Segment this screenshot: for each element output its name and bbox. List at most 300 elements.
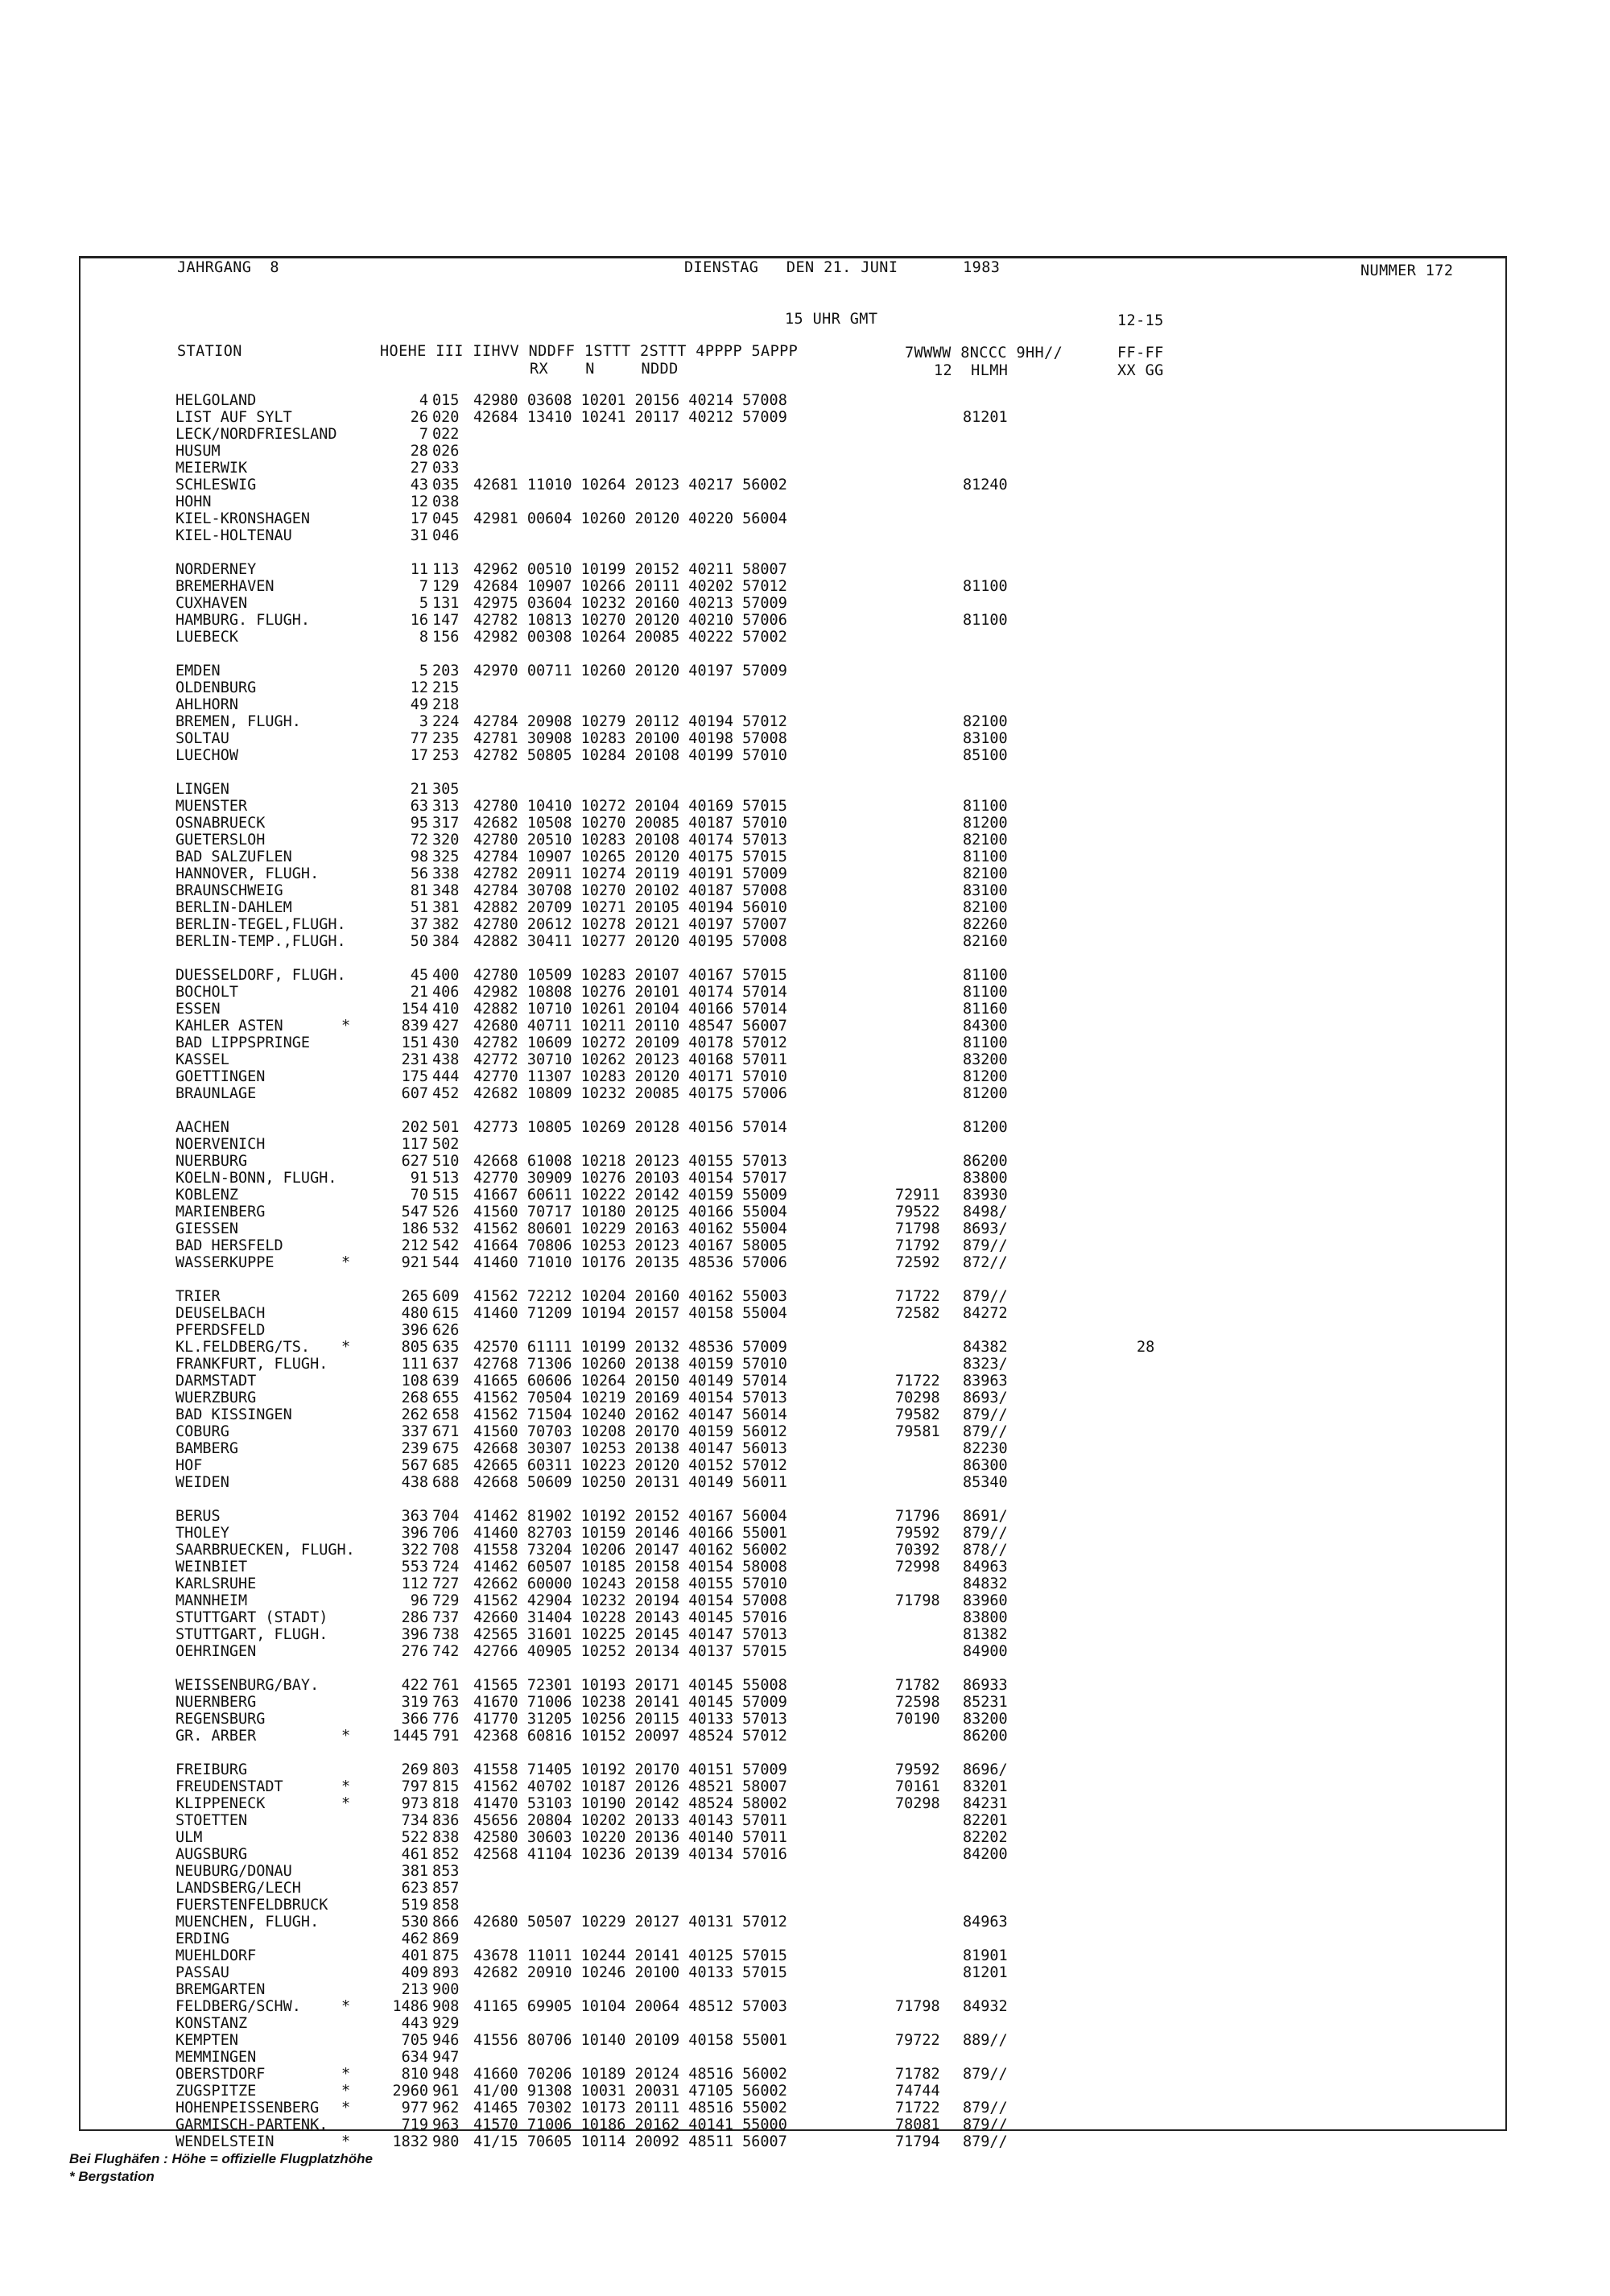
station-number: 515 (432, 1187, 460, 1204)
table-row (0, 1609, 1368, 1626)
group-7wwww: 72598 (895, 1694, 940, 1711)
station-name: ZUGSPITZE (175, 2083, 257, 2100)
station-number: 609 (432, 1288, 460, 1305)
elevation: 381 (401, 1863, 428, 1880)
station-number: 639 (432, 1373, 460, 1390)
table-row (0, 2116, 1368, 2133)
ff-column-subheader: XX GG (1117, 362, 1164, 379)
station-name: AHLHORN (175, 696, 238, 713)
station-number: 305 (432, 781, 460, 798)
station-number: 791 (432, 1728, 460, 1745)
group-8nccc: 85231 (963, 1694, 1008, 1711)
station-name: OBERSTDORF (175, 2066, 266, 2083)
station-name: ULM (175, 1829, 203, 1846)
elevation: 810 (401, 2066, 428, 2083)
group-8nccc: 82160 (963, 933, 1008, 950)
station-name: KLIPPENECK (175, 1795, 266, 1812)
table-row (0, 1254, 1368, 1271)
table-row (0, 1204, 1368, 1220)
group-7wwww: 79592 (895, 1525, 940, 1542)
elevation: 363 (401, 1508, 428, 1525)
station-name: HOHENPEISSENBERG (175, 2100, 320, 2116)
table-row (0, 1778, 1368, 1795)
table-row (0, 1153, 1368, 1170)
synop-groups: 42682 10809 10232 20085 40175 57006 (473, 1085, 787, 1102)
mountain-marker: * (341, 2133, 351, 2150)
station-number: 853 (432, 1863, 460, 1880)
station-number: 838 (432, 1829, 460, 1846)
group-8nccc: 81200 (963, 815, 1008, 832)
station-number: 513 (432, 1170, 460, 1187)
station-name: KIEL-HOLTENAU (175, 527, 292, 544)
mountain-marker: * (341, 2100, 351, 2116)
elevation: 705 (401, 2032, 428, 2049)
group-8nccc: 81100 (963, 612, 1008, 629)
group-7wwww: 70392 (895, 1542, 940, 1559)
station-name: NORDERNEY (175, 561, 257, 578)
table-row (0, 1897, 1368, 1914)
table-row (0, 629, 1368, 646)
station-name: PASSAU (175, 1964, 229, 1981)
table-row (0, 1288, 1368, 1305)
station-number: 818 (432, 1795, 460, 1812)
group-7wwww: 71796 (895, 1508, 940, 1525)
table-row (0, 2083, 1368, 2100)
synop-groups: 42773 10805 10269 20128 40156 57014 (473, 1119, 787, 1136)
group-8nccc: 81200 (963, 1085, 1008, 1102)
station-number: 022 (432, 426, 460, 443)
group-7wwww: 79722 (895, 2032, 940, 2049)
code-column-header: HOEHE III IIHVV NDDFF 1STTT 2STTT 4PPPP 5APPP (380, 343, 799, 360)
station-name: MUEHLDORF (175, 1947, 257, 1964)
elevation: 567 (401, 1457, 428, 1474)
jahrgang-label: JAHRGANG 8 (177, 259, 279, 276)
group-8nccc: 879// (963, 2066, 1008, 2083)
synop-groups: 41665 60606 10264 20150 40149 57014 (473, 1373, 787, 1390)
station-name: GARMISCH-PARTENK. (175, 2116, 328, 2133)
elevation: 31 (410, 527, 428, 544)
elevation: 8 (419, 629, 428, 646)
table-row (0, 1356, 1368, 1373)
group-8nccc: 81100 (963, 798, 1008, 815)
group-8nccc: 86300 (963, 1457, 1008, 1474)
elevation: 112 (401, 1575, 428, 1592)
station-number: 671 (432, 1423, 460, 1440)
station-name: KONSTANZ (175, 2015, 248, 2032)
table-row (0, 1592, 1368, 1609)
station-number: 675 (432, 1440, 460, 1457)
station-number: 615 (432, 1305, 460, 1322)
elevation: 3 (419, 713, 428, 730)
elevation: 70 (410, 1187, 428, 1204)
group-8nccc: 81901 (963, 1947, 1008, 1964)
station-number: 438 (432, 1051, 460, 1068)
synop-groups: 41562 72212 10204 20160 40162 55003 (473, 1288, 787, 1305)
group-8nccc: 8691/ (963, 1508, 1008, 1525)
station-name: HOF (175, 1457, 203, 1474)
group-8nccc: 8323/ (963, 1356, 1008, 1373)
synop-groups: 42975 03604 10232 20160 40213 57009 (473, 595, 787, 612)
table-row (0, 933, 1368, 950)
station-name: WEISSENBURG/BAY. (175, 1677, 320, 1694)
station-number: 542 (432, 1237, 460, 1254)
station-number: 635 (432, 1339, 460, 1356)
station-name: WASSERKUPPE (175, 1254, 275, 1271)
elevation: 409 (401, 1964, 428, 1981)
table-row (0, 1711, 1368, 1728)
elevation: 268 (401, 1390, 428, 1406)
table-row (0, 984, 1368, 1001)
synop-groups: 42668 61008 10218 20123 40155 57013 (473, 1153, 787, 1170)
station-name: FUERSTENFELDBRUCK (175, 1897, 328, 1914)
synop-groups: 41562 40702 10187 20126 48521 58007 (473, 1778, 787, 1795)
station-name: GUETERSLOH (175, 832, 266, 849)
station-number: 858 (432, 1897, 460, 1914)
group-8nccc: 81100 (963, 967, 1008, 984)
elevation: 21 (410, 781, 428, 798)
group-8nccc: 84382 (963, 1339, 1008, 1356)
station-number: 129 (432, 578, 460, 595)
group-8nccc: 85340 (963, 1474, 1008, 1491)
station-number: 430 (432, 1034, 460, 1051)
group-8nccc: 82230 (963, 1440, 1008, 1457)
synop-groups: 42680 40711 10211 20110 48547 56007 (473, 1018, 787, 1034)
table-row (0, 527, 1368, 544)
station-name: LINGEN (175, 781, 229, 798)
group-7wwww: 71798 (895, 1592, 940, 1609)
group-8nccc: 82100 (963, 713, 1008, 730)
station-name: HUSUM (175, 443, 221, 460)
mountain-marker: * (341, 2083, 351, 2100)
group-8nccc: 86200 (963, 1728, 1008, 1745)
station-number: 224 (432, 713, 460, 730)
synop-groups: 41570 71006 10186 20162 40141 55000 (473, 2116, 787, 2133)
station-name: STOETTEN (175, 1812, 248, 1829)
station-number: 452 (432, 1085, 460, 1102)
station-number: 875 (432, 1947, 460, 1964)
station-number: 706 (432, 1525, 460, 1542)
synop-groups: 42580 30603 10220 20136 40140 57011 (473, 1829, 787, 1846)
table-row (0, 798, 1368, 815)
table-row (0, 392, 1368, 409)
elevation: 77 (410, 730, 428, 747)
mountain-marker: * (341, 1778, 351, 1795)
station-name: SAARBRUECKEN, FLUGH. (175, 1542, 355, 1559)
station-name: GR. ARBER (175, 1728, 257, 1745)
synop-groups: 42665 60311 10223 20120 40152 57012 (473, 1457, 787, 1474)
station-number: 156 (432, 629, 460, 646)
elevation: 366 (401, 1711, 428, 1728)
group-8nccc: 84200 (963, 1846, 1008, 1863)
group-7wwww: 79582 (895, 1406, 940, 1423)
synop-groups: 42681 11010 10264 20123 40217 56002 (473, 477, 787, 493)
station-name: KEMPTEN (175, 2032, 238, 2049)
station-number: 727 (432, 1575, 460, 1592)
station-number: 046 (432, 527, 460, 544)
elevation: 977 (401, 2100, 428, 2116)
synop-groups: 42680 50507 10229 20127 40131 57012 (473, 1914, 787, 1931)
group-8nccc: 83100 (963, 730, 1008, 747)
station-name: FREUDENSTADT (175, 1778, 283, 1795)
station-name: HANNOVER, FLUGH. (175, 865, 320, 882)
station-name: MUENSTER (175, 798, 248, 815)
group-8nccc: 83963 (963, 1373, 1008, 1390)
table-row (0, 1001, 1368, 1018)
elevation: 11 (410, 561, 428, 578)
elevation: 530 (401, 1914, 428, 1931)
synop-groups: 42882 30411 10277 20120 40195 57008 (473, 933, 787, 950)
group-8nccc: 84932 (963, 1998, 1008, 2015)
group-8nccc: 81100 (963, 984, 1008, 1001)
station-number: 410 (432, 1001, 460, 1018)
station-name: NOERVENICH (175, 1136, 266, 1153)
table-row (0, 1187, 1368, 1204)
synop-groups: 41560 70703 10208 20170 40159 56012 (473, 1423, 787, 1440)
elevation: 396 (401, 1626, 428, 1643)
table-row (0, 426, 1368, 443)
synop-groups: 41562 42904 10232 20194 40154 57008 (473, 1592, 787, 1609)
group-7wwww: 71792 (895, 1237, 940, 1254)
station-number: 685 (432, 1457, 460, 1474)
station-name: SCHLESWIG (175, 477, 257, 493)
station-number: 961 (432, 2083, 460, 2100)
elevation: 43 (410, 477, 428, 493)
elevation: 519 (401, 1897, 428, 1914)
synop-groups: 41560 70717 10180 20125 40166 55004 (473, 1204, 787, 1220)
station-number: 348 (432, 882, 460, 899)
station-name: NUERNBERG (175, 1694, 257, 1711)
table-row (0, 1914, 1368, 1931)
station-name: LUEBECK (175, 629, 238, 646)
elevation: 286 (401, 1609, 428, 1626)
table-row (0, 1068, 1368, 1085)
synop-groups: 42770 11307 10283 20120 40171 57010 (473, 1068, 787, 1085)
table-row (0, 865, 1368, 882)
group-8nccc: 8696/ (963, 1761, 1008, 1778)
footnote-airports: Bei Flughäfen : Höhe = offizielle Flugplatzhöhe (69, 2151, 374, 2166)
gust-ff: 28 (1137, 1339, 1155, 1356)
elevation: 462 (401, 1931, 428, 1947)
station-name: BERLIN-TEMP.,FLUGH. (175, 933, 346, 950)
synop-groups: 41667 60611 10222 20142 40159 55009 (473, 1187, 787, 1204)
table-row (0, 1812, 1368, 1829)
synop-groups: 41/15 70605 10114 20092 48511 56007 (473, 2133, 787, 2150)
station-number: 947 (432, 2049, 460, 2066)
station-number: 626 (432, 1322, 460, 1339)
group-8nccc: 8693/ (963, 1220, 1008, 1237)
station-number: 501 (432, 1119, 460, 1136)
station-column-header: STATION (177, 343, 242, 360)
station-name: BERLIN-DAHLEM (175, 899, 292, 916)
station-name: HOHN (175, 493, 212, 510)
station-number: 908 (432, 1998, 460, 2015)
observation-time: 15 UHR GMT (785, 311, 878, 328)
table-row (0, 1981, 1368, 1998)
group-8nccc: 81100 (963, 849, 1008, 865)
station-name: REGENSBURG (175, 1711, 266, 1728)
elevation: 7 (419, 426, 428, 443)
synop-groups: 41558 71405 10192 20170 40151 57009 (473, 1761, 787, 1778)
group-7wwww: 71798 (895, 1998, 940, 2015)
station-number: 526 (432, 1204, 460, 1220)
group-8nccc: 878// (963, 1542, 1008, 1559)
station-number: 857 (432, 1880, 460, 1897)
group-8nccc: 879// (963, 2133, 1008, 2150)
group-7wwww: 71782 (895, 1677, 940, 1694)
synop-groups: 42368 60816 10152 20097 48524 57012 (473, 1728, 787, 1745)
synop-groups: 42962 00510 10199 20152 40211 58007 (473, 561, 787, 578)
station-number: 866 (432, 1914, 460, 1931)
station-name: THOLEY (175, 1525, 229, 1542)
elevation: 547 (401, 1204, 428, 1220)
table-row (0, 409, 1368, 426)
elevation: 51 (410, 899, 428, 916)
elevation: 12 (410, 493, 428, 510)
synop-groups: 41562 70504 10219 20169 40154 57013 (473, 1390, 787, 1406)
table-row (0, 1440, 1368, 1457)
station-number: 869 (432, 1931, 460, 1947)
station-number: 427 (432, 1018, 460, 1034)
elevation: 461 (401, 1846, 428, 1863)
elevation: 443 (401, 2015, 428, 2032)
elevation: 98 (410, 849, 428, 865)
group-8nccc: 81201 (963, 1964, 1008, 1981)
mountain-marker: * (341, 1728, 351, 1745)
synop-groups: 42780 20612 10278 20121 40197 57007 (473, 916, 787, 933)
station-name: WUERZBURG (175, 1390, 257, 1406)
table-row (0, 1220, 1368, 1237)
elevation: 422 (401, 1677, 428, 1694)
group-7wwww: 70161 (895, 1778, 940, 1795)
station-number: 444 (432, 1068, 460, 1085)
station-name: SOLTAU (175, 730, 229, 747)
station-number: 737 (432, 1609, 460, 1626)
synop-groups: 42570 61111 10199 20132 48536 57009 (473, 1339, 787, 1356)
table-row (0, 663, 1368, 679)
station-name: TRIER (175, 1288, 221, 1305)
elevation: 319 (401, 1694, 428, 1711)
group-8nccc: 81201 (963, 409, 1008, 426)
group-7wwww: 71722 (895, 2100, 940, 2116)
station-number: 400 (432, 967, 460, 984)
elevation: 17 (410, 747, 428, 764)
group-7wwww: 71794 (895, 2133, 940, 2150)
station-number: 502 (432, 1136, 460, 1153)
table-row (0, 2133, 1368, 2150)
group-7wwww: 78081 (895, 2116, 940, 2133)
synop-groups: 41/00 91308 10031 20031 47105 56002 (473, 2083, 787, 2100)
station-number: 962 (432, 2100, 460, 2116)
group-8nccc: 879// (963, 1525, 1008, 1542)
elevation: 921 (401, 1254, 428, 1271)
elevation: 2960 (392, 2083, 428, 2100)
station-number: 980 (432, 2133, 460, 2150)
table-row (0, 2015, 1368, 2032)
synop-groups: 41770 31205 10256 20115 40133 57013 (473, 1711, 787, 1728)
station-name: LIST AUF SYLT (175, 409, 292, 426)
synop-groups: 42782 10813 10270 20120 40210 57006 (473, 612, 787, 629)
table-row (0, 1373, 1368, 1390)
table-row (0, 1474, 1368, 1491)
elevation: 81 (410, 882, 428, 899)
group-7wwww: 72592 (895, 1254, 940, 1271)
elevation: 28 (410, 443, 428, 460)
station-name: WENDELSTEIN (175, 2133, 275, 2150)
elevation: 45 (410, 967, 428, 984)
elevation: 5 (419, 663, 428, 679)
station-name: WEINBIET (175, 1559, 248, 1575)
elevation: 117 (401, 1136, 428, 1153)
station-name: LANDSBERG/LECH (175, 1880, 301, 1897)
station-name: GIESSEN (175, 1220, 238, 1237)
ff-column-header: FF-FF (1117, 345, 1164, 361)
station-number: 215 (432, 679, 460, 696)
synop-groups: 41562 80601 10229 20163 40162 55004 (473, 1220, 787, 1237)
table-row (0, 832, 1368, 849)
elevation: 151 (401, 1034, 428, 1051)
group-8nccc: 81200 (963, 1119, 1008, 1136)
station-name: KASSEL (175, 1051, 229, 1068)
elevation: 4 (419, 392, 428, 409)
station-name: KOBLENZ (175, 1187, 238, 1204)
synop-groups: 42782 20911 10274 20119 40191 57009 (473, 865, 787, 882)
elevation: 797 (401, 1778, 428, 1795)
station-name: BREMERHAVEN (175, 578, 275, 595)
elevation: 623 (401, 1880, 428, 1897)
station-number: 900 (432, 1981, 460, 1998)
station-name: MANNHEIM (175, 1592, 248, 1609)
station-number: 724 (432, 1559, 460, 1575)
table-row (0, 460, 1368, 477)
station-name: KAHLER ASTEN (175, 1018, 283, 1034)
table-row (0, 477, 1368, 493)
station-number: 113 (432, 561, 460, 578)
station-name: HAMBURG. FLUGH. (175, 612, 311, 629)
elevation: 27 (410, 460, 428, 477)
table-row (0, 1846, 1368, 1863)
table-row (0, 1964, 1368, 1981)
station-name: HELGOLAND (175, 392, 257, 409)
code-column-subheader: RX N NDDD (530, 361, 679, 378)
station-number: 147 (432, 612, 460, 629)
synop-groups: 42668 50609 10250 20131 40149 56011 (473, 1474, 787, 1491)
synop-groups: 42882 20709 10271 20105 40194 56010 (473, 899, 787, 916)
table-row (0, 916, 1368, 933)
table-row (0, 882, 1368, 899)
synop-groups: 41660 70206 10189 20124 48516 56002 (473, 2066, 787, 2083)
group-8nccc: 872// (963, 1254, 1008, 1271)
elevation: 276 (401, 1643, 428, 1660)
table-row (0, 1542, 1368, 1559)
station-number: 235 (432, 730, 460, 747)
elevation: 627 (401, 1153, 428, 1170)
station-name: DARMSTADT (175, 1373, 257, 1390)
station-number: 803 (432, 1761, 460, 1778)
group-7wwww: 70298 (895, 1390, 940, 1406)
synop-groups: 42784 20908 10279 20112 40194 57012 (473, 713, 787, 730)
group-8nccc: 8693/ (963, 1390, 1008, 1406)
elevation: 49 (410, 696, 428, 713)
table-row (0, 1761, 1368, 1778)
group-8nccc: 84300 (963, 1018, 1008, 1034)
station-name: BOCHOLT (175, 984, 238, 1001)
elevation: 111 (401, 1356, 428, 1373)
table-row (0, 1508, 1368, 1525)
group-7wwww: 70298 (895, 1795, 940, 1812)
station-number: 658 (432, 1406, 460, 1423)
group-7wwww: 71798 (895, 1220, 940, 1237)
station-number: 929 (432, 2015, 460, 2032)
